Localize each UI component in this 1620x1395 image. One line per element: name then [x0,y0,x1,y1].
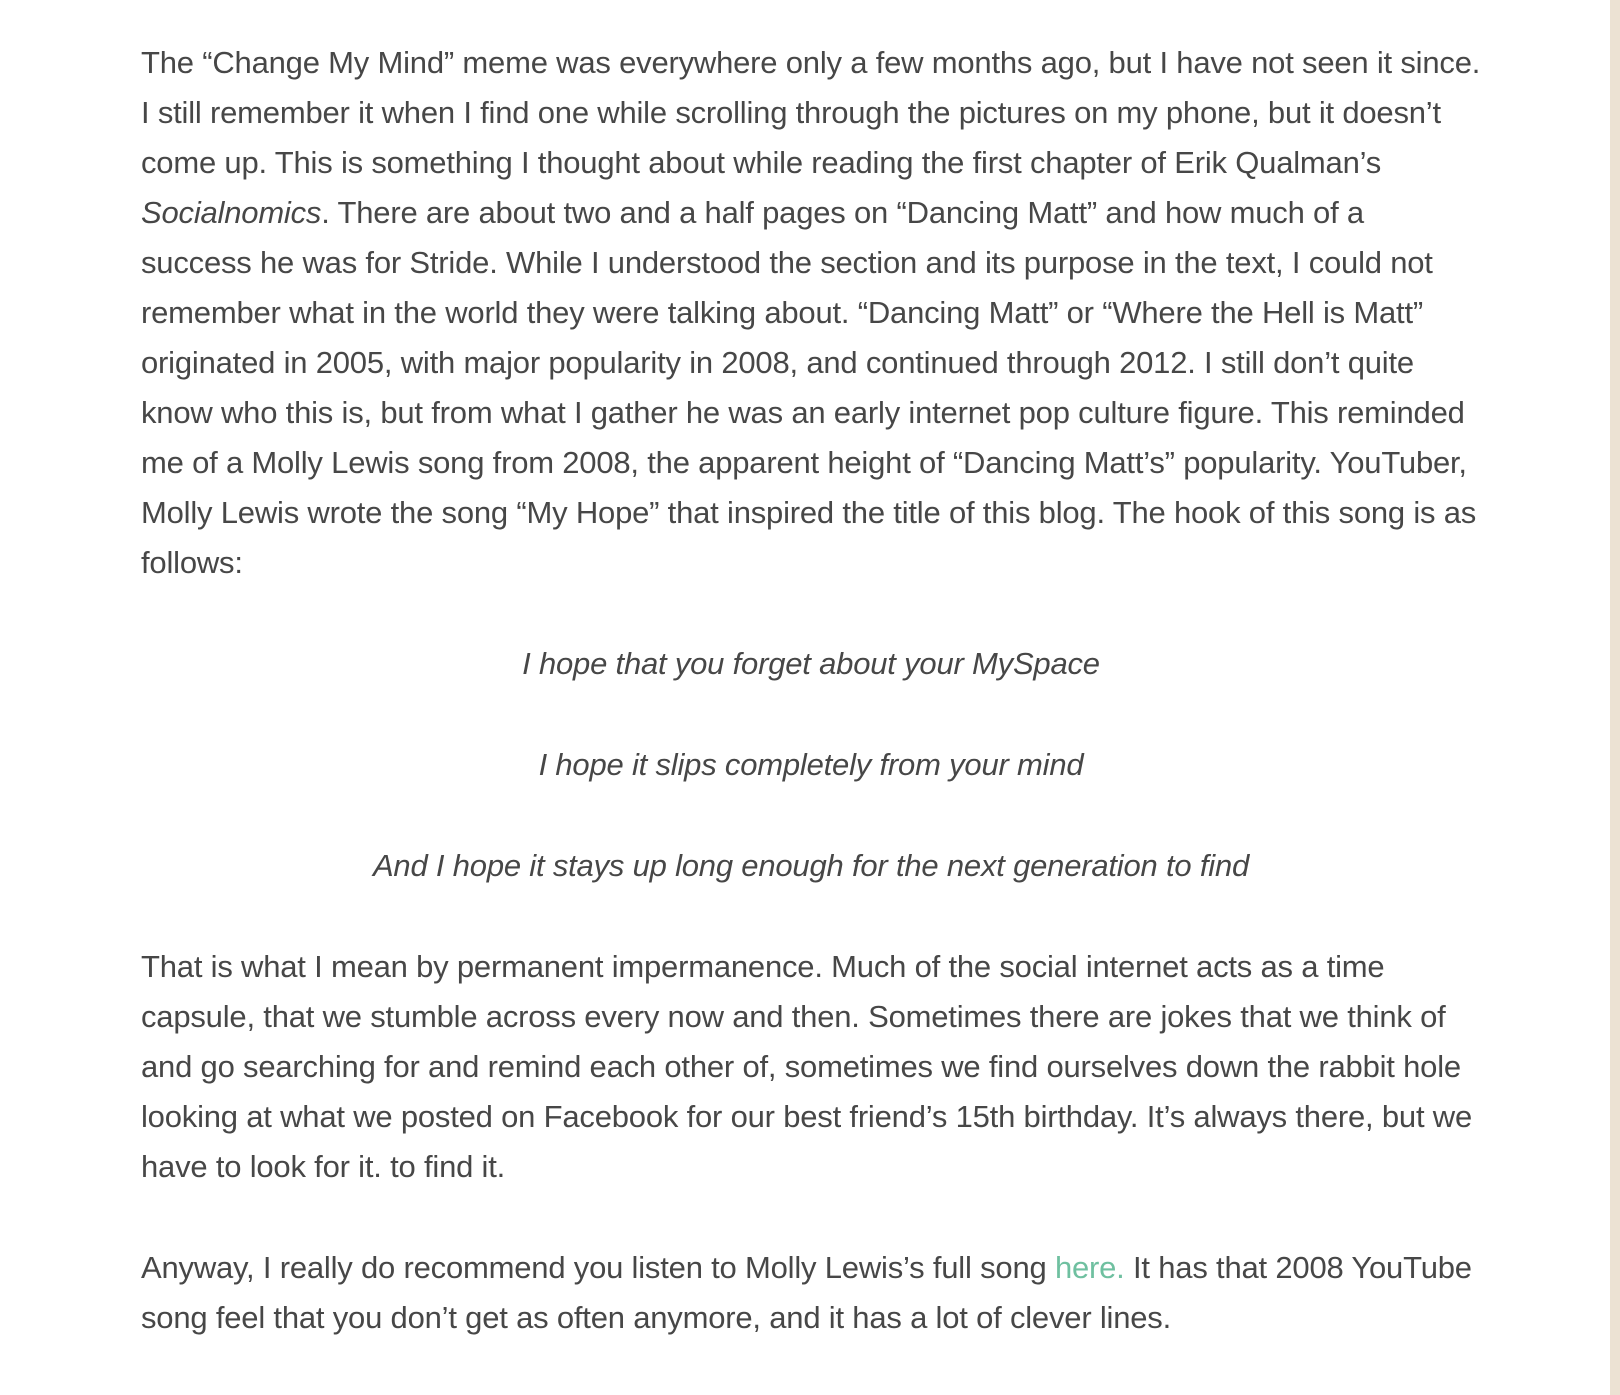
lyric-line-2: I hope it slips completely from your mind [538,747,1084,782]
intro-paragraph [141,38,1481,588]
closing-text-start: Anyway, I really do recommend you listen to Molly Lewis’s full song [141,1250,1055,1285]
intro-text-end: . There are about two and a half pages on “Dancing Matt” and how much of a success he was for Stride. While I understood the section and its purpose in the text, I could not remember what in the world they were talking about. “Dancing Matt” or “Where the Hell is Matt” originated in 2005, with major popularity in 2008, and continued through 2012. I still don’t quite know who this is, but from what I gather he was an early internet pop culture figure. This reminded me of a Molly Lewis song from 2008, the apparent height of “Dancing Matt’s” popularity. YouTuber, Molly Lewis wrote the song “My Hope” that inspired the title of this blog. The hook of this song is as follows: [141,195,1477,580]
book-title: Socialnomics [141,195,322,230]
closing-text-end: It has that 2008 YouTube song feel that you don’t get as often anymore, and it has a lot of clever lines. [141,1250,1472,1335]
song-link[interactable]: here. [1054,1250,1125,1285]
lyric-line-3: And I hope it stays up long enough for the next generation to find [372,848,1250,883]
page-edge-rail [1610,0,1620,1395]
article-body [141,38,1481,1394]
intro-text-start: The “Change My Mind” meme was everywhere only a few months ago, but I have not seen it since. I still remember it when I find one while scrolling through the pictures on my phone, but it doesn’t come up. This is something I thought about while reading the first chapter of Erik Qualman’s [141,45,1481,180]
lyric-line-1: I hope that you forget about your MySpace [522,646,1100,681]
closing-paragraph [141,1243,1481,1343]
body-paragraph: That is what I mean by permanent impermanence. Much of the social internet acts as a time capsule, that we stumble across every now and then. Sometimes there are jokes that we think of and go searching for and remind each other of, sometimes we find ourselves down the rabbit hole looking at what we posted on Facebook for our best friend’s 15th birthday. It’s always there, but we have to look for it. to find it. [141,949,1472,1184]
